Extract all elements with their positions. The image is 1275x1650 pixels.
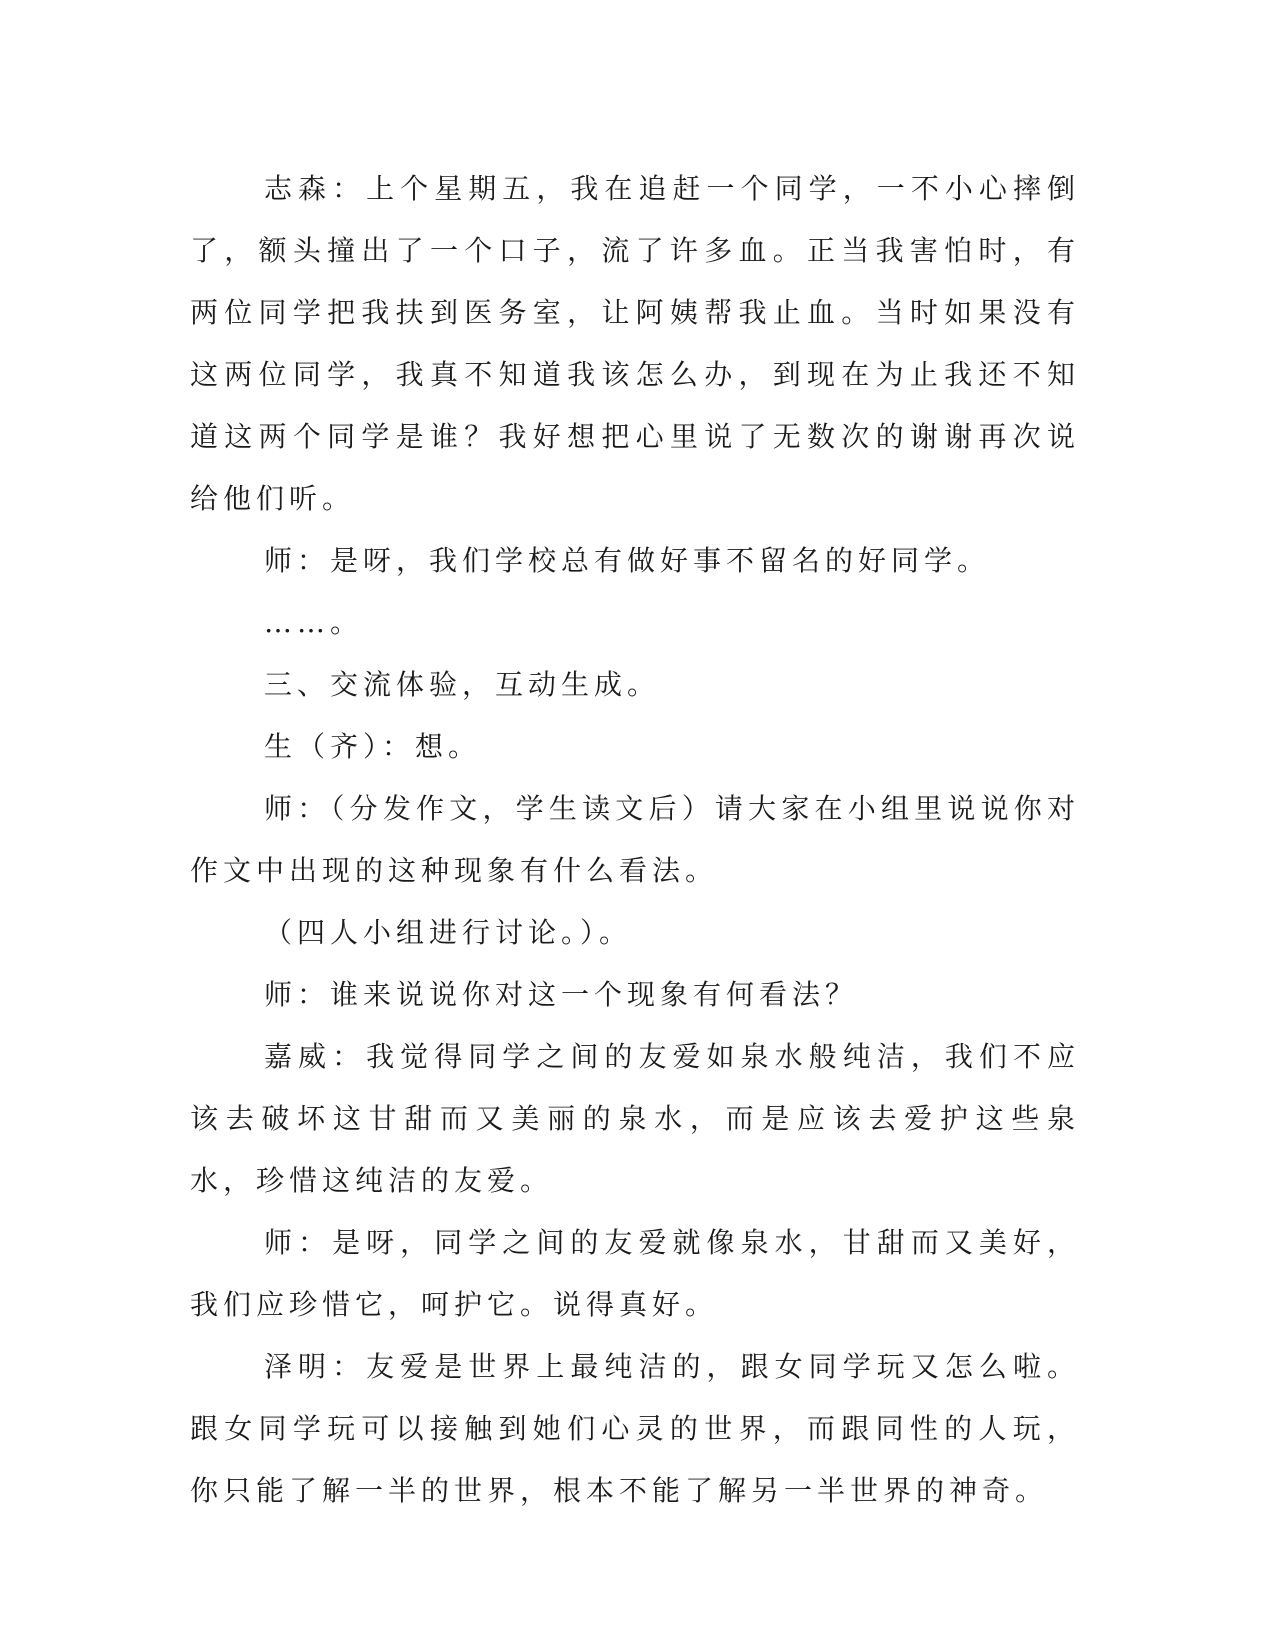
paragraph-teacher-2: 师：（分发作文，学生读文后）请大家在小组里说说你对作文中出现的这种现象有什么看法。 [190, 792, 1080, 887]
paragraph-teacher-3: 师：谁来说说你对这一个现象有何看法？ [264, 978, 859, 1011]
paragraph-teacher-4: 师：是呀，同学之间的友爱就像泉水，甘甜而又美好，我们应珍惜它，呵护它。说得真好。 [190, 1226, 1080, 1321]
paragraph-jiawei: 嘉威：我觉得同学之间的友爱如泉水般纯洁，我们不应该去破坏这甘甜而又美丽的泉水，而是应该去爱护这些泉水，珍惜这纯洁的友爱。 [190, 1040, 1080, 1197]
paragraph-teacher-1: 师：是呀，我们学校总有做好事不留名的好同学。 [264, 544, 991, 577]
paragraph-zeming: 泽明：友爱是世界上最纯洁的，跟女同学玩又怎么啦。跟女同学玩可以接触到她们心灵的世界，而跟同性的人玩，你只能了解一半的世界，根本不能了解另一半世界的神奇。 [190, 1350, 1080, 1507]
paragraph-group-discussion: （四人小组进行讨论。）。 [264, 916, 633, 949]
paragraph-ellipsis: ……。 [264, 606, 364, 639]
section-heading: 三、交流体验，互动生成。 [264, 668, 661, 701]
paragraph-zhisen: 志森：上个星期五，我在追赶一个同学，一不小心摔倒了，额头撞出了一个口子，流了许多血。正当我害怕时，有两位同学把我扶到医务室，让阿姨帮我止血。当时如果没有这两位同学，我真不知道我该怎么办，到现在为止我还不知道这两个同学是谁？我好想把心里说了无数次的谢谢再次说给他们听。 [190, 172, 1080, 515]
body-text [190, 158, 1080, 1522]
paragraph-students: 生（齐）：想。 [264, 730, 482, 763]
